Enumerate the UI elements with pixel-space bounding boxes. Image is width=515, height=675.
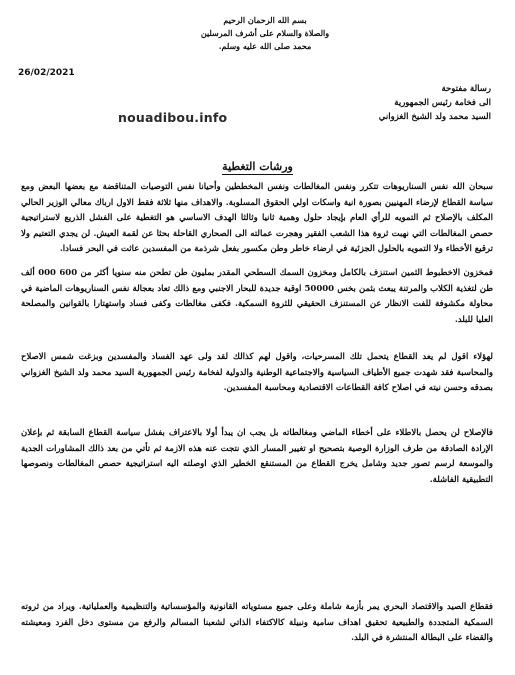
letter-title-text: ورشات التغطية <box>222 160 293 173</box>
blessing-line: والصلاة والسلام على أشرف المرسلين <box>200 28 330 38</box>
addressee-title: الى فخامة رئيس الجمهورية <box>394 98 491 108</box>
letter-title <box>0 160 515 173</box>
source-watermark: nouadibou.info <box>118 110 228 125</box>
addressee-block <box>271 82 491 124</box>
paragraph-4: فالإصلاح لن يحصل بالاطلاء على أخطاء الماضي ومغالطاته بل يجب ان يبدأ أولا بالاعتراف بفشل سياسة القطاع السابقة ثم بإعلان الإرادة الصادقة من طرف الوزارة الوصية بتصحيح او تغيير المسار الذي نتجت عنه هذه الازمة ثم تأتي من بعد ذالك المشاورات الجدية والموسعة لرسم تصور جديد وشامل يخرج القطاع من المستنقع الخطير الذي اوصلته اليه استراتيجية حصص المغالطات ونصوصها التطبيقية الفاشلة. <box>21 428 493 485</box>
letter-type: رسالة مفتوحة <box>441 84 491 94</box>
paragraph-5: فقطاع الصيد والاقتصاد البحري يمر بأزمة شاملة وعلى جميع مستوياته القانونية والمؤسساتية والتنظيمية والعملياتية. ويراد من ثروته السمكية المتجددة والطبيعية تحقيق اهداف سامية ونبيلة كالاكتفاء الذاتي لشعبنا المسالم والرفع من مستوى دخل الفرد ومعيشته والقضاء على البطالة المنتشرة في البلد. <box>21 602 493 644</box>
prophet-line: محمد صلى الله عليه وسلم. <box>218 41 312 51</box>
letter-date: 26/02/2021 <box>18 68 75 78</box>
paragraph-2: فمخزون الاخطبوط الثمين استنزف بالكامل ومخزون السمك السطحي المقدر بمليون طن تطحن منه سنويا أكثر من 600 000 ألف طن لتغذية الكلاب والمرتنة يبعث بثمن بخس 50000 اوقية جديدة للبحار الاجنبي ومع ذالك تعاد بعجالة نفس السناريوهات الماضية في محاولة مكشوفة للفت الانظار عن المستنزف الحقيقي للثروة السمكية. فكفى مغالطات وكفى فساد واستهتارا بالقوانين والمصلحة العليا للبلد. <box>21 268 494 325</box>
basmala-line: بسم الله الرحمان الرحيم <box>223 15 307 25</box>
basmala-header <box>165 14 365 53</box>
paragraph-1: سبحان الله نفس السناريوهات تتكرر ونفس المغالطات ونفس المخططين وأحيانا نفس التوصيات المتناقضة مع بعضها البعض ومع سياسة القطاع لإرضاء المهنيين بصورة انية واسكات اولي الحقوق المسلوبة. والاهداف منها ثلاثة فقط الاول ارباك معالي الوزير الحالي المكلف بالإصلاح ثم التمويه للرأي العام بإيجاد حلول وهمية ثانيا وثالثا الهدف الاساسي هو التغطية على الفشل الذريع لاستراتيجية حصص المغالطات التي نهبت ثروة هذا الشعب الفقير وهجرت عمالته الى الصحاري القاحلة بحثا عن لقمة العيش. لن يجدي التعتيم ولا ترقيع الأخطاء ولا التمويه بالحلول الجزئية في ارضاء خاطر وطن مكسور بفعل شرذمة من المفسدين عاثت في البحر فسادا. <box>21 182 493 255</box>
addressee-name: السيد محمد ولد الشيخ الغزواني <box>378 112 491 122</box>
paragraph-3: لهؤلاء اقول لم يعد القطاع يتحمل تلك المسرحيات، واقول لهم كذالك لقد ولى عهد الفساد والمفسدين وبزغت شمس الاصلاح والمحاسبة فقد شهدت جميع الأطياف السياسية والاجتماعية الوطنية والدولية لفخامة رئيس الجمهورية السيد محمد ولد الشيخ الغزواني بصدقه وحسن نيته في اصلاح كافة القطاعات الاقتصادية ومحاسبة المفسدين. <box>21 352 493 394</box>
